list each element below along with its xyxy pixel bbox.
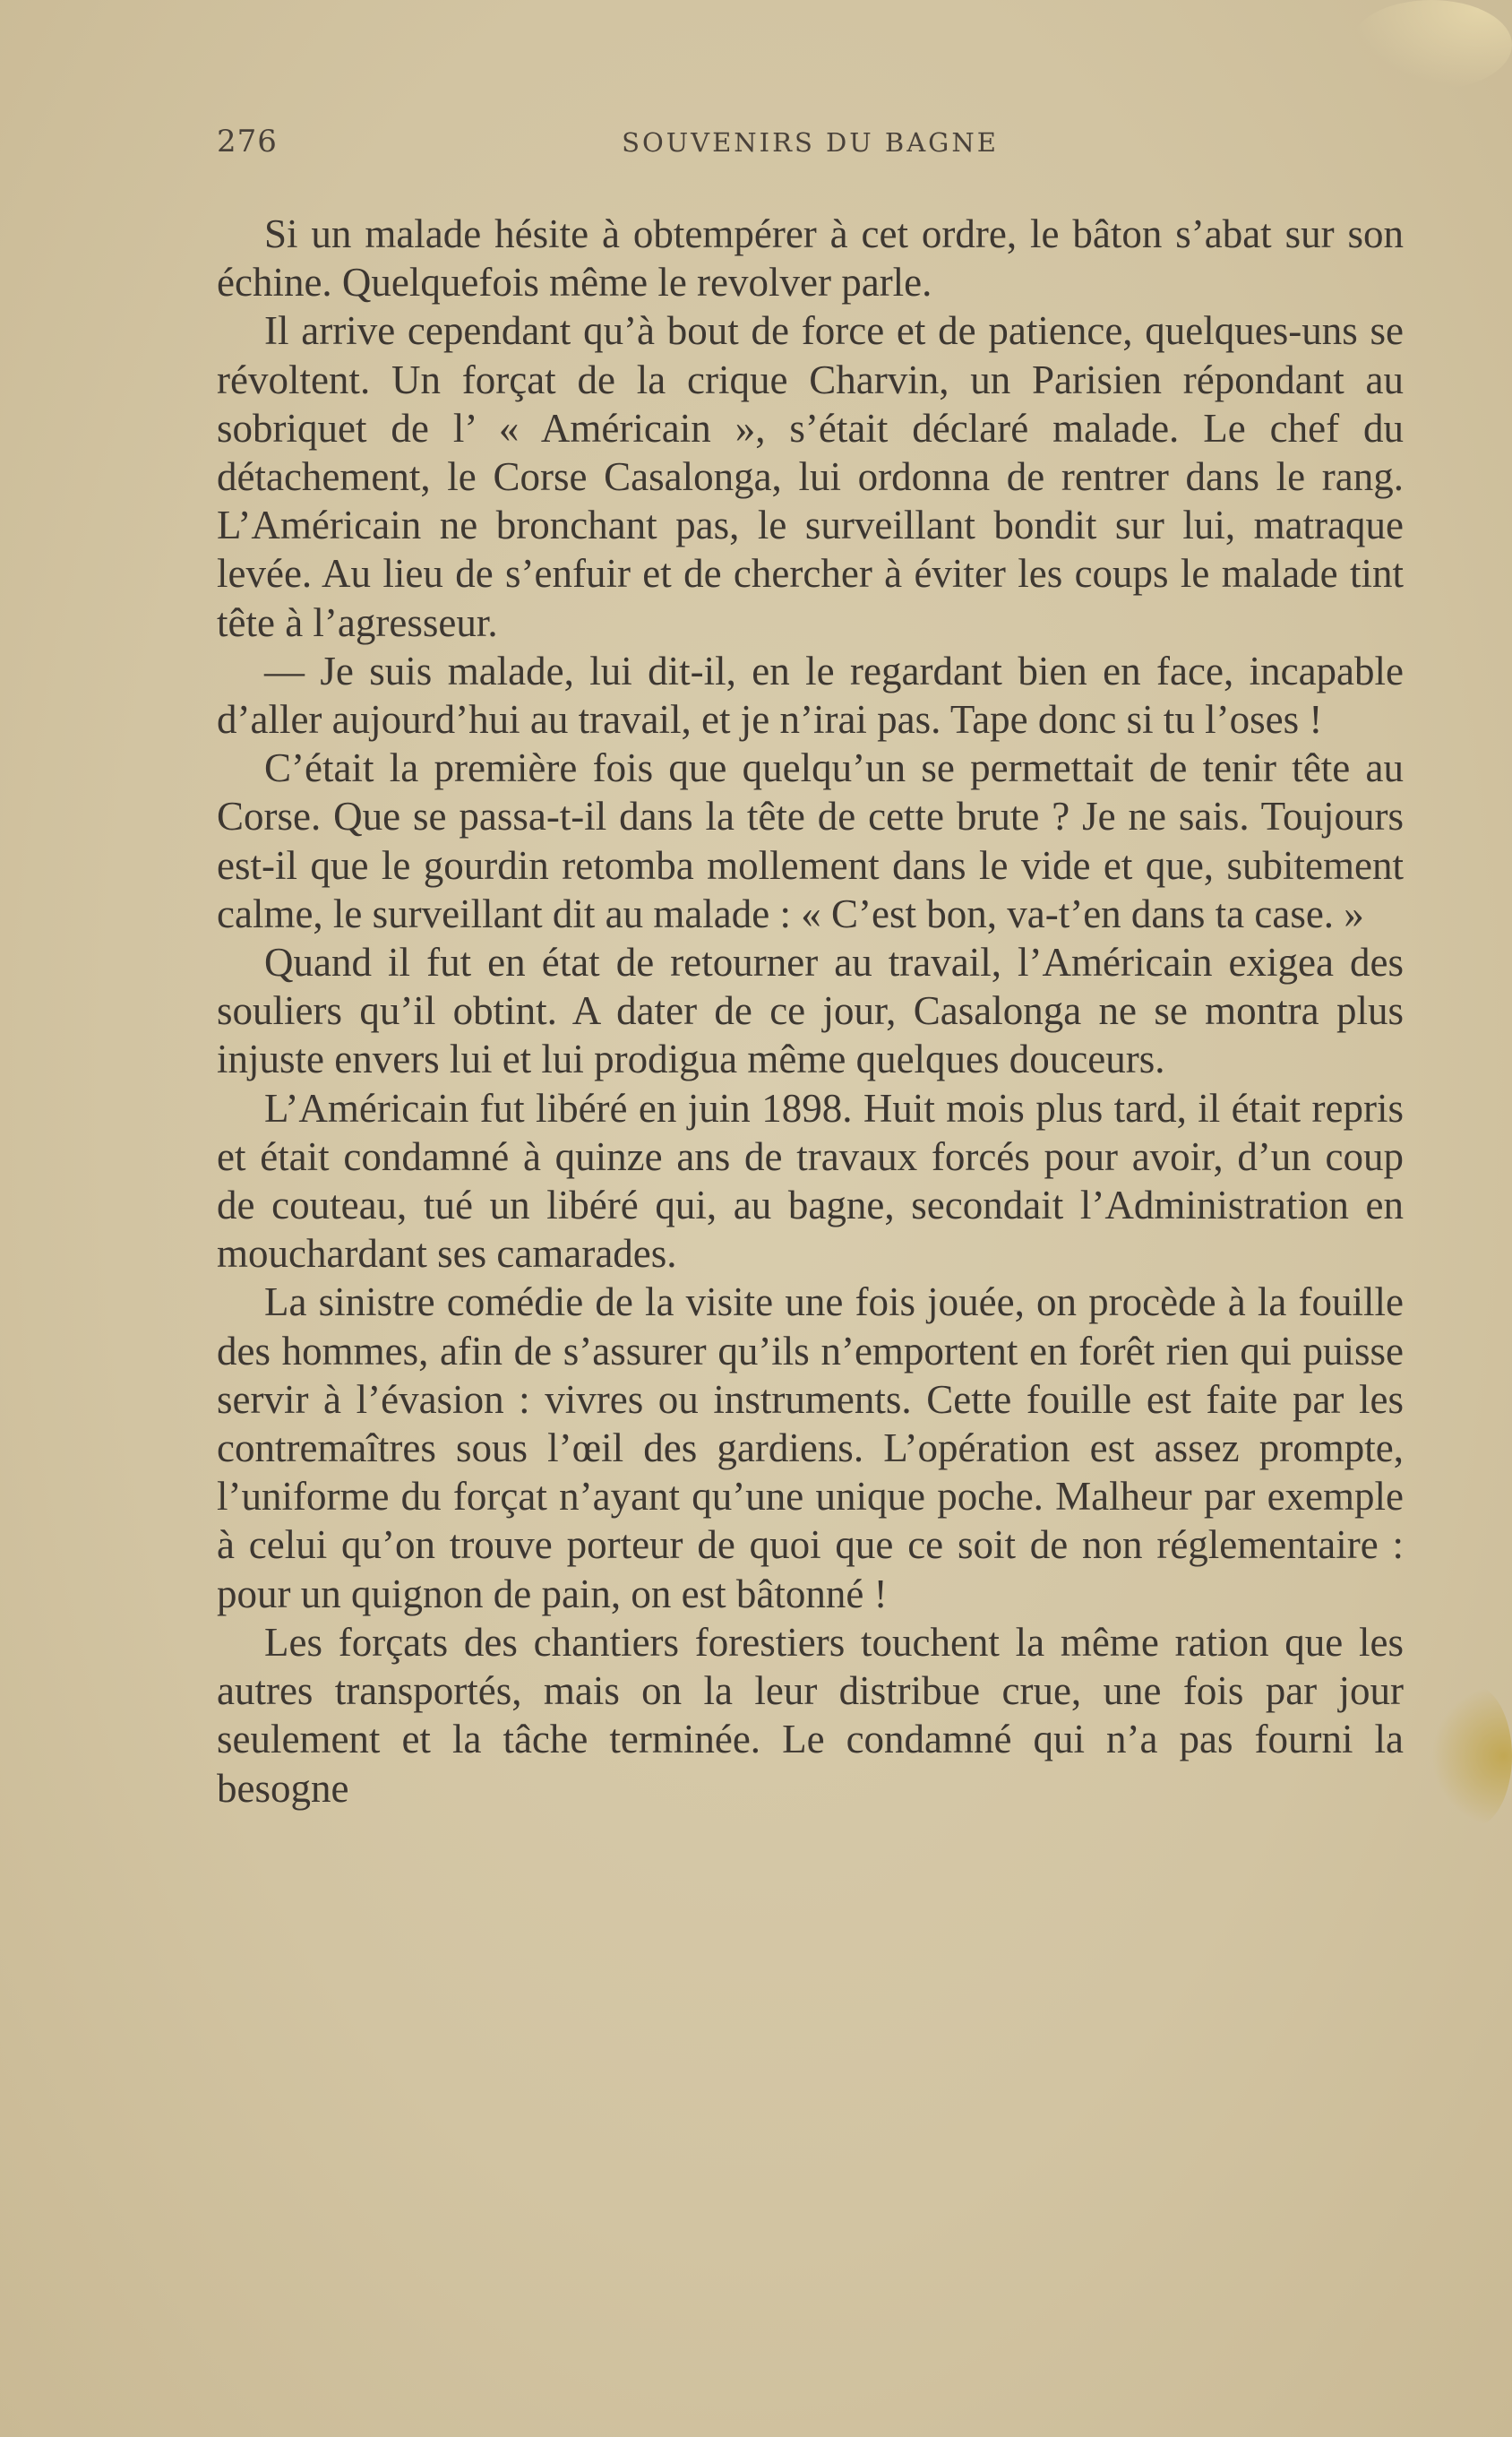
paragraph: L’Américain fut libéré en juin 1898. Huit mois plus tard, il était repris et était condamné à quinze ans de travaux forcés pour avoir, d’un coup de couteau, tué un libéré qui, au bagne, secondait l’Administration en mouchardant ses camarades. xyxy=(217,1085,1404,1277)
body-text xyxy=(217,210,1404,1813)
paragraph: Les forçats des chantiers forestiers touchent la même ration que les autres transportés, mais on la leur distribue crue, une fois par jour seulement et la tâche terminée. Le condamné qui n’a pas fourni la besogne xyxy=(217,1619,1404,1811)
page-header xyxy=(217,124,1404,168)
paragraph: Il arrive cependant qu’à bout de force et de patience, quelques-uns se révoltent. Un forçat de la crique Charvin, un Parisien répondant au sobriquet de l’ « Américain », s’était déclaré malade. Le chef du détachement, le Corse Casalonga, lui ordonna de rentrer dans le rang. L’Américain ne bronchant pas, le surveillant bondit sur lui, matraque levée. Au lieu de s’enfuir et de chercher à éviter les coups le malade tint tête à l’agresseur. xyxy=(217,308,1404,645)
paragraph: — Je suis malade, lui dit-il, en le regardant bien en face, incapable d’aller aujourd’hui au travail, et je n’irai pas. Tape donc si tu l’oses ! xyxy=(217,648,1404,743)
paper-stain xyxy=(1351,0,1512,90)
paper-stain xyxy=(1431,1684,1512,1828)
page-number: 276 xyxy=(217,124,278,159)
paragraph: La sinistre comédie de la visite une fois jouée, on procède à la fouille des hommes, afin de s’assurer qu’ils n’emportent en forêt rien qui puisse servir à l’évasion : vivres ou instruments. Cette fouille est faite par les contremaîtres sous l’œil des gardiens. L’opération est assez prompte, l’uniforme du forçat n’ayant qu’une unique poche. Malheur par exemple à celui qu’on trouve porteur de quoi que ce soit de non réglementaire : pour un quignon de pain, on est bâtonné ! xyxy=(217,1279,1404,1616)
paragraph: Si un malade hésite à obtempérer à cet ordre, le bâton s’abat sur son échine. Quelquefois même le revolver parle. xyxy=(217,211,1404,306)
paragraph: C’était la première fois que quelqu’un se permettait de tenir tête au Corse. Que se passa-t-il dans la tête de cette brute ? Je ne sais. Toujours est-il que le gourdin retomba mollement dans le vide et que, subitement calme, le surveillant dit au malade : « C’est bon, va-t’en dans ta case. » xyxy=(217,745,1404,936)
paragraph: Quand il fut en état de retourner au travail, l’Américain exigea des souliers qu’il obtint. A dater de ce jour, Casalonga ne se montra plus injuste envers lui et lui prodigua même quelques douceurs. xyxy=(217,940,1404,1082)
running-head: SOUVENIRS DU BAGNE xyxy=(622,127,999,158)
